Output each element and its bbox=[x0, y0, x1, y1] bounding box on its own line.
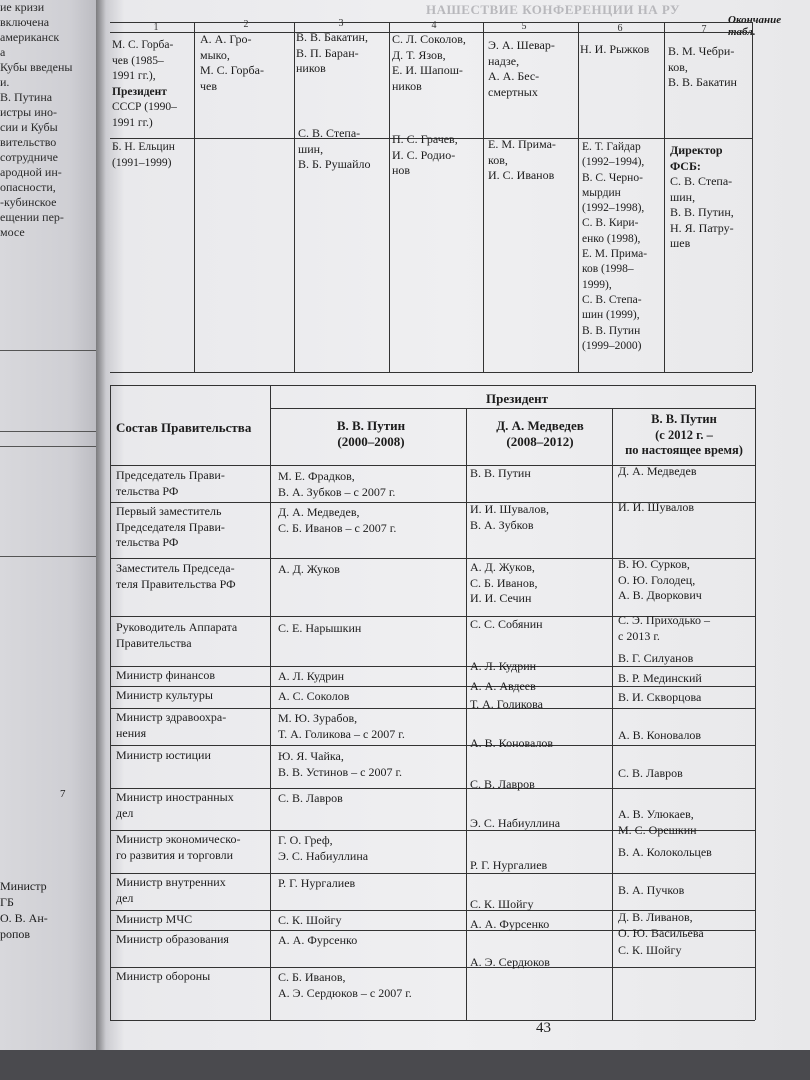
text-line: Е. И. Шапош- bbox=[392, 63, 463, 77]
text-line: Руководитель Аппарата bbox=[116, 620, 238, 634]
t1-r2-c3 bbox=[298, 126, 388, 173]
text-line: Б. Н. Ельцин bbox=[112, 141, 175, 153]
text-line: по настоящее время) bbox=[625, 443, 743, 457]
text-line: опасности, bbox=[0, 180, 56, 194]
text-line: Д. А. Медведев, bbox=[278, 505, 360, 519]
text-line: сотрудниче bbox=[0, 150, 58, 164]
text-line: СССР (1990– bbox=[112, 101, 177, 113]
text-line: М. С. Горба- bbox=[112, 39, 174, 51]
text-line: С. Е. Нарышкин bbox=[278, 621, 362, 635]
post-cell bbox=[116, 748, 268, 764]
column-number: 2 bbox=[243, 19, 249, 30]
text-line: ФСБ: bbox=[670, 158, 701, 173]
putin-2012-cell bbox=[618, 807, 754, 838]
putin-2012-cell bbox=[618, 464, 754, 480]
putin-2000-cell bbox=[278, 791, 466, 807]
text-line: С. Л. Соколов, bbox=[392, 32, 466, 46]
column-number: 7 bbox=[701, 24, 707, 35]
post-cell bbox=[116, 969, 268, 985]
putin-2000-cell bbox=[278, 562, 466, 578]
text-line: В. В. Путин bbox=[582, 324, 641, 337]
left-page-text bbox=[0, 0, 100, 240]
left-page-column-number: 7 bbox=[60, 788, 66, 800]
table-caption: Окончание табл. bbox=[728, 14, 782, 38]
text-line: (2000–2008) bbox=[337, 433, 405, 449]
text-line: А. А. Фурсенко bbox=[470, 917, 550, 931]
text-line: А. А. Авдеев bbox=[470, 679, 536, 693]
t1-r2-c1 bbox=[112, 140, 192, 171]
text-line: истры ино- bbox=[0, 105, 58, 119]
text-line: мосе bbox=[0, 225, 25, 239]
left-page bbox=[0, 0, 100, 1080]
text-line: Министр внутренних bbox=[116, 875, 226, 889]
gutter-shadow bbox=[96, 0, 106, 1080]
left-page-table bbox=[0, 350, 100, 850]
medvedev-2008-cell bbox=[470, 659, 612, 675]
text-line: М. Ю. Зурабов, bbox=[278, 711, 358, 725]
post-cell bbox=[116, 561, 268, 592]
text-line: 1999), bbox=[582, 278, 612, 291]
post-cell bbox=[116, 688, 268, 704]
text-line: ников bbox=[392, 78, 422, 93]
text-line: И. И. Шувалов bbox=[618, 500, 695, 514]
text-line: Председателя Прави- bbox=[116, 519, 225, 534]
text-line: и. bbox=[0, 75, 10, 89]
text-line: В. А. Зубков bbox=[470, 517, 534, 532]
text-line: С. В. Кири- bbox=[582, 217, 639, 230]
putin-2000-cell bbox=[278, 833, 466, 864]
text-line: Т. А. Голикова bbox=[470, 697, 543, 711]
text-line: ков, bbox=[488, 152, 508, 167]
text-line: Д. В. Ливанов, bbox=[618, 910, 693, 924]
text-line: Н. И. Рыжков bbox=[580, 42, 650, 56]
text-line: Министр обороны bbox=[116, 969, 211, 983]
text-line: Д. А. Медведев bbox=[618, 464, 697, 478]
text-line: Э. С. Набиуллина bbox=[470, 816, 561, 830]
text-line: Министр образования bbox=[116, 932, 229, 946]
text-line: М. Е. Фрадков, bbox=[278, 469, 355, 483]
text-line: С. В. Лавров bbox=[470, 777, 535, 791]
text-line: В. В. Бакатин, bbox=[296, 30, 368, 44]
putin-2000-cell bbox=[278, 669, 466, 685]
text-line: С. К. Шойгу bbox=[470, 897, 534, 911]
text-line: нения bbox=[116, 725, 147, 740]
desk-background-bottom bbox=[0, 1050, 810, 1080]
putin-2000-cell bbox=[278, 876, 466, 892]
text-line: А. Л. Кудрин bbox=[278, 669, 345, 683]
t1-r1-c4 bbox=[392, 32, 482, 94]
medvedev-2008-cell bbox=[470, 858, 612, 874]
text-line: (1992–1994), bbox=[582, 156, 645, 169]
text-line: Правительства bbox=[116, 635, 192, 650]
text-line: Н. Я. Патру- bbox=[670, 220, 734, 235]
post-cell bbox=[116, 668, 268, 684]
col-medvedev-2008 bbox=[468, 418, 612, 449]
text-line: мырдин bbox=[582, 186, 621, 199]
text-line: А. Э. Сердюков – с 2007 г. bbox=[278, 985, 412, 1000]
text-line: Е. М. Прима- bbox=[488, 137, 556, 151]
text-line: В. В. Путин bbox=[651, 412, 717, 426]
running-header-ghost: НАШЕСТВИЕ КОНФЕРЕНЦИИ НА РУ bbox=[426, 2, 681, 17]
column-number: 4 bbox=[431, 20, 437, 31]
text-line: енко (1998), bbox=[582, 232, 641, 245]
text-line: Д. Т. Язов, bbox=[392, 47, 446, 62]
post-cell bbox=[116, 912, 268, 928]
text-line: А. В. Коновалов bbox=[470, 736, 554, 750]
text-line: О. Ю. Голодец, bbox=[618, 572, 696, 587]
president-header: Президент bbox=[486, 391, 549, 406]
text-line: Министр здравоохра- bbox=[116, 710, 227, 724]
text-line: В. В. Путин bbox=[470, 466, 531, 480]
putin-2000-cell bbox=[278, 689, 466, 705]
text-line: а bbox=[0, 45, 6, 59]
text-line: Первый заместитель bbox=[116, 504, 222, 518]
text-line: Министр культуры bbox=[116, 688, 213, 702]
text-line: Министр финансов bbox=[116, 668, 216, 682]
text-line: (1992–1998), bbox=[582, 202, 645, 215]
text-line: мыко, bbox=[200, 47, 230, 62]
text-line: теля Правительства РФ bbox=[116, 576, 236, 591]
putin-2012-cell bbox=[618, 690, 754, 706]
text-line: Министр юстиции bbox=[116, 748, 211, 762]
text-line: С. Б. Иванов, bbox=[278, 970, 346, 984]
text-line: ещении пер- bbox=[0, 210, 64, 224]
t1-r1-c3 bbox=[296, 30, 388, 77]
putin-2012-cell bbox=[618, 943, 754, 959]
putin-2012-cell bbox=[618, 766, 754, 782]
medvedev-2008-cell bbox=[470, 897, 612, 913]
text-line: И. И. Шувалов, bbox=[470, 502, 550, 516]
text-line: А. А. Гро- bbox=[200, 32, 252, 46]
text-line: И. И. Сечин bbox=[470, 591, 532, 605]
putin-2000-cell bbox=[278, 913, 466, 929]
text-line: Министр МЧС bbox=[116, 912, 193, 926]
post-cell bbox=[116, 932, 268, 948]
col-putin-2000 bbox=[276, 418, 466, 449]
text-line: В. Путина bbox=[0, 90, 53, 104]
text-line: В. П. Баран- bbox=[296, 45, 359, 60]
text-line: В. Ю. Сурков, bbox=[618, 557, 690, 571]
text-line: Е. Т. Гайдар bbox=[582, 141, 641, 153]
t1-r2-c7 bbox=[670, 143, 752, 252]
putin-2012-cell bbox=[618, 845, 754, 861]
text-line: В. А. Колокольцев bbox=[618, 845, 712, 859]
post-cell bbox=[116, 710, 268, 741]
text-line: сии и Кубы bbox=[0, 120, 58, 134]
text-line: Ю. Я. Чайка, bbox=[278, 749, 344, 763]
text-line: С. В. Лавров bbox=[278, 791, 343, 805]
text-line: чев (1985– bbox=[112, 54, 164, 67]
text-line: С. В. Степа- bbox=[298, 126, 361, 140]
text-line: С. В. Лавров bbox=[618, 766, 683, 780]
text-line: Директор bbox=[670, 143, 723, 157]
text-line: Е. М. Прима- bbox=[582, 248, 648, 261]
column-number: 3 bbox=[338, 18, 344, 29]
text-line: американск bbox=[0, 30, 60, 44]
text-line: А. Д. Жуков, bbox=[470, 560, 535, 574]
column-number: 1 bbox=[153, 22, 159, 33]
text-line: А. Д. Жуков bbox=[278, 562, 340, 576]
text-line: Министр bbox=[0, 879, 47, 893]
text-line: 1991 гг.) bbox=[112, 116, 153, 129]
text-line: ие кризи bbox=[0, 0, 45, 14]
post-cell bbox=[116, 468, 268, 499]
post-cell bbox=[116, 504, 268, 551]
text-line: нов bbox=[392, 163, 411, 177]
text-line: В. Г. Силуанов bbox=[618, 651, 694, 665]
medvedev-2008-cell bbox=[470, 697, 612, 713]
text-line: В. В. Путин bbox=[336, 418, 406, 433]
text-line: С. К. Шойгу bbox=[618, 943, 682, 957]
t1-r1-c6 bbox=[580, 42, 664, 58]
text-line: А. Э. Сердюков bbox=[470, 955, 550, 969]
post-cell bbox=[116, 875, 268, 906]
text-line: А. А. Бес- bbox=[488, 69, 540, 83]
t1-r2-c6 bbox=[582, 140, 664, 354]
medvedev-2008-cell bbox=[470, 777, 612, 793]
text-line: Заместитель Председа- bbox=[116, 561, 235, 575]
medvedev-2008-cell bbox=[470, 816, 612, 832]
putin-2012-cell bbox=[618, 500, 754, 516]
text-line: А. А. Фурсенко bbox=[278, 933, 358, 947]
text-line: Р. Г. Нургалиев bbox=[470, 858, 548, 872]
text-line: В. И. Скворцова bbox=[618, 690, 702, 704]
text-line: вительство bbox=[0, 135, 57, 149]
text-line: ников bbox=[296, 61, 326, 75]
putin-2000-cell bbox=[278, 621, 466, 637]
post-cell bbox=[116, 832, 268, 863]
putin-2000-cell bbox=[278, 469, 466, 500]
t1-r1-c5 bbox=[488, 38, 576, 100]
text-line: И. С. Родио- bbox=[392, 147, 456, 162]
putin-2000-cell bbox=[278, 970, 466, 1001]
text-line: И. С. Иванов bbox=[488, 168, 555, 182]
text-line: дел bbox=[116, 890, 134, 905]
medvedev-2008-cell bbox=[470, 466, 612, 482]
text-line: В. С. Черно- bbox=[582, 171, 643, 184]
text-line: Т. А. Голикова – с 2007 г. bbox=[278, 726, 405, 741]
text-line: включена bbox=[0, 15, 50, 29]
text-line: ародной ин- bbox=[0, 165, 62, 179]
text-line: Министр иностранных bbox=[116, 790, 234, 804]
t1-r1-c1 bbox=[112, 38, 192, 131]
text-line: (с 2012 г. – bbox=[655, 427, 713, 442]
text-line: (2008–2012) bbox=[506, 433, 574, 449]
text-line: О. Ю. Васильева bbox=[618, 925, 704, 940]
text-line: (1991–1999) bbox=[112, 156, 172, 169]
composition-header: Состав Правительства bbox=[116, 420, 252, 435]
text-line: М. С. Горба- bbox=[200, 63, 264, 77]
column-number: 5 bbox=[521, 21, 527, 32]
text-line: тельства РФ bbox=[116, 535, 179, 549]
putin-2012-cell bbox=[618, 651, 754, 667]
column-number: 6 bbox=[617, 23, 623, 34]
medvedev-2008-cell bbox=[470, 955, 612, 971]
text-line: надзе, bbox=[488, 53, 520, 68]
text-line: Э. А. Шевар- bbox=[488, 38, 555, 52]
text-line: Р. Г. Нургалиев bbox=[278, 876, 356, 890]
page-number: 43 bbox=[536, 1020, 551, 1036]
text-line: Д. А. Медведев bbox=[496, 418, 584, 433]
text-line: (1999–2000) bbox=[582, 339, 642, 352]
text-line: С. В. Степа- bbox=[582, 293, 642, 306]
text-line: В. А. Пучков bbox=[618, 883, 685, 897]
text-line: Кубы введены bbox=[0, 60, 73, 74]
text-line: Г. О. Греф, bbox=[278, 833, 333, 847]
text-line: ГБ bbox=[0, 895, 14, 909]
medvedev-2008-cell bbox=[470, 736, 612, 752]
text-line: тельства РФ bbox=[116, 483, 179, 498]
text-line: с 2013 г. bbox=[618, 628, 660, 643]
putin-2012-cell bbox=[618, 910, 754, 941]
medvedev-2008-cell bbox=[470, 560, 612, 607]
putin-2012-cell bbox=[618, 883, 754, 899]
text-line: В. В. Бакатин bbox=[668, 75, 737, 89]
text-line: смертных bbox=[488, 84, 538, 99]
text-line: Министр экономическо- bbox=[116, 832, 241, 846]
putin-2012-cell bbox=[618, 557, 754, 604]
text-line: го развития и торговли bbox=[116, 847, 234, 862]
book-page bbox=[96, 0, 810, 1080]
col-putin-2012 bbox=[614, 412, 754, 459]
post-cell bbox=[116, 790, 268, 821]
text-line: А. С. Соколов bbox=[278, 689, 350, 703]
text-line: П. С. Грачев, bbox=[392, 132, 458, 146]
text-line: дел bbox=[116, 805, 134, 820]
medvedev-2008-cell bbox=[470, 917, 612, 933]
text-line: А. В. Дворкович bbox=[618, 588, 702, 602]
text-line: А. В. Коновалов bbox=[618, 728, 702, 742]
text-line: В. В. Устинов – с 2007 г. bbox=[278, 764, 403, 779]
text-line: Председатель Прави- bbox=[116, 468, 225, 482]
medvedev-2008-cell bbox=[470, 679, 612, 695]
t1-r1-c2 bbox=[200, 32, 292, 94]
text-line: С. В. Степа- bbox=[670, 174, 733, 188]
text-line: С. Б. Иванов, bbox=[470, 575, 538, 590]
putin-2012-cell bbox=[618, 671, 754, 687]
text-line: С. Э. Приходько – bbox=[618, 613, 711, 627]
text-line: С. К. Шойгу bbox=[278, 913, 342, 927]
text-line: В. В. Путин, bbox=[670, 205, 734, 219]
text-line: ропов bbox=[0, 927, 31, 941]
text-line: А. Л. Кудрин bbox=[470, 659, 537, 673]
medvedev-2008-cell bbox=[470, 617, 612, 633]
t1-r2-c4 bbox=[392, 132, 482, 179]
putin-2000-cell bbox=[278, 749, 466, 780]
putin-2012-cell bbox=[618, 613, 754, 644]
t1-r2-c5 bbox=[488, 137, 576, 184]
text-line: ков, bbox=[668, 59, 688, 74]
text-line: -кубинское bbox=[0, 195, 57, 209]
text-line: А. В. Улюкаев, bbox=[618, 807, 694, 821]
post-cell bbox=[116, 620, 268, 651]
text-line: Президент bbox=[112, 85, 167, 98]
text-line: шин, bbox=[670, 189, 696, 204]
text-line: ков (1998– bbox=[582, 263, 634, 276]
medvedev-2008-cell bbox=[470, 502, 612, 533]
text-line: С. Б. Иванов – с 2007 г. bbox=[278, 520, 397, 535]
t1-r1-c7 bbox=[668, 44, 750, 91]
text-line: В. Б. Рушайло bbox=[298, 157, 371, 171]
text-line: 1991 гг.), bbox=[112, 70, 156, 82]
text-line: В. А. Зубков – с 2007 г. bbox=[278, 484, 396, 499]
text-line: В. М. Чебри- bbox=[668, 44, 735, 58]
left-page-bottom-text bbox=[0, 878, 96, 942]
text-line: Э. С. Набиуллина bbox=[278, 848, 369, 863]
text-line: М. С. Орешкин bbox=[618, 822, 697, 837]
text-line: чев bbox=[200, 78, 218, 93]
putin-2000-cell bbox=[278, 711, 466, 742]
putin-2012-cell bbox=[618, 728, 754, 744]
text-line: шев bbox=[670, 236, 691, 250]
putin-2000-cell bbox=[278, 505, 466, 536]
putin-2000-cell bbox=[278, 933, 466, 949]
text-line: С. С. Собянин bbox=[470, 617, 543, 631]
text-line: В. Р. Мединский bbox=[618, 671, 702, 685]
text-line: шин (1999), bbox=[582, 309, 640, 322]
text-line: шин, bbox=[298, 141, 324, 156]
text-line: О. В. Ан- bbox=[0, 911, 48, 925]
